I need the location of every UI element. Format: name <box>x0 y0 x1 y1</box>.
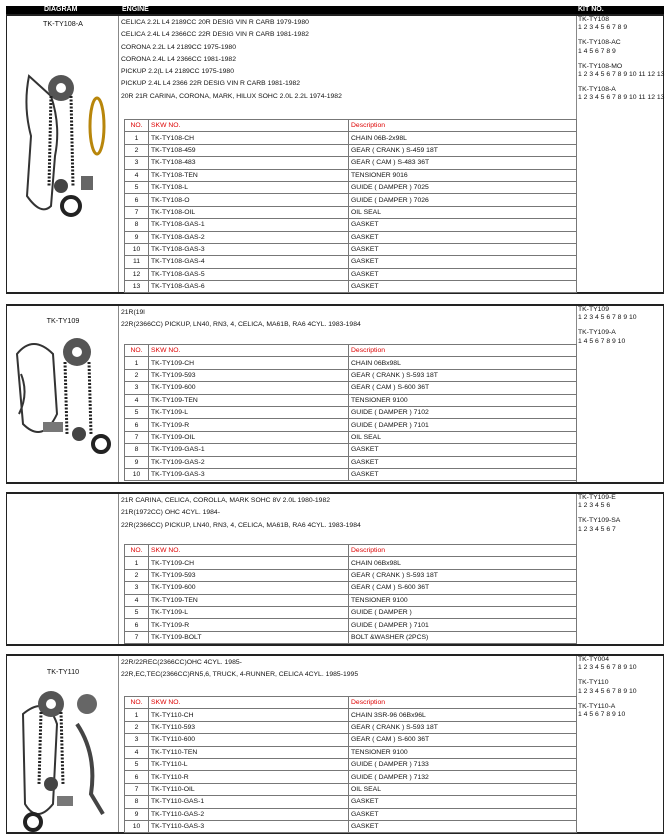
table-row <box>125 419 577 431</box>
engine-line: 22R/22REC(2366CC)OHC 4CYL. 1985- <box>121 659 242 666</box>
cell-sku: TK-TY108-GAS-1 <box>149 219 349 231</box>
table-row <box>125 606 577 618</box>
engine-line: 22R(2366CC) PICKUP, LN40, RN3, 4, CELICA, MA61B, RA6 4CYL. 1983-1984 <box>121 321 361 329</box>
cell-no: 1 <box>125 709 149 721</box>
cell-no: 3 <box>125 582 149 594</box>
table-row <box>125 758 577 770</box>
cell-sku: TK-TY110-TEN <box>149 746 349 758</box>
table-row <box>125 256 577 268</box>
cell-no: 8 <box>125 796 149 808</box>
cell-desc: GEAR ( CRANK ) S-593 18T <box>349 569 577 581</box>
table-row <box>125 406 577 418</box>
table-row <box>125 771 577 783</box>
parts-table <box>124 696 577 833</box>
cell-sku: TK-TY110-L <box>149 758 349 770</box>
kit-entry <box>578 63 665 79</box>
kit-number: TK-TY108-A <box>578 86 616 94</box>
cell-sku: TK-TY109-R <box>149 619 349 631</box>
cell-sku: TK-TY109-TEN <box>149 394 349 406</box>
cell-sku: TK-TY110-CH <box>149 709 349 721</box>
header-desc: Description <box>349 697 577 709</box>
kit-entry <box>578 656 665 672</box>
table-row <box>125 231 577 243</box>
cell-sku: TK-TY109-600 <box>149 582 349 594</box>
cell-desc: GUIDE ( DAMPER ) 7133 <box>349 758 577 770</box>
cell-desc: CHAIN 06Bx98L <box>349 357 577 369</box>
header-no: NO. <box>125 697 149 709</box>
table-header-row <box>125 120 577 132</box>
cell-desc: GASKET <box>349 468 577 480</box>
engine-line: 21R CARINA, CELICA, COROLLA, MARK SOHC 8V 2.0L 1980-1982 <box>121 497 331 504</box>
diagram-cell <box>7 494 119 644</box>
kit-number: TK-TY110-A <box>578 702 616 710</box>
cell-no: 4 <box>125 169 149 181</box>
cell-desc: OIL SEAL <box>349 783 577 795</box>
timing-kit-diagram-icon <box>21 66 113 226</box>
kit-entry <box>578 39 665 55</box>
cell-no: 7 <box>125 631 149 643</box>
header-engine: ENGINE <box>122 6 149 13</box>
kit-block-ty108 <box>6 14 664 294</box>
engine-line: 22R,EC,TEC(2366CC)RN5,6, TRUCK, 4-RUNNER, CELICA 4CYL. 1985-1995 <box>121 671 359 679</box>
kit-entry <box>578 306 665 322</box>
cell-desc: GEAR ( CAM ) S-600 36T <box>349 582 577 594</box>
diagram-id: TK-TY109 <box>46 316 80 325</box>
diagram-id: TK-TY110 <box>46 667 80 676</box>
cell-sku: TK-TY110-GAS-1 <box>149 796 349 808</box>
engine-line: CORONA 2.2L L4 2189CC 1975-1980 <box>121 43 236 51</box>
cell-desc: GASKET <box>349 820 577 832</box>
cell-no: 2 <box>125 721 149 733</box>
cell-no: 1 <box>125 557 149 569</box>
engine-line: 22R(2366CC) PICKUP, LN40, RN3, 4, CELICA, MA61B, RA6 4CYL. 1983-1984 <box>121 521 361 529</box>
cell-sku: TK-TY110-GAS-2 <box>149 808 349 820</box>
kit-number: TK-TY108-MO <box>578 62 623 70</box>
table-row <box>125 746 577 758</box>
cell-desc: CHAIN 06Bx98L <box>349 557 577 569</box>
table-row <box>125 157 577 169</box>
kit-number: TK-TY004 <box>578 656 609 663</box>
cell-desc: GASKET <box>349 796 577 808</box>
engine-line: CELICA 2.4L L4 2366CC 22R DESIG VIN R CARB 1981-1982 <box>121 31 309 39</box>
cell-no: 8 <box>125 219 149 231</box>
cell-sku: TK-TY109-GAS-2 <box>149 456 349 468</box>
cell-desc: TENSIONER 9016 <box>349 169 577 181</box>
table-row <box>125 382 577 394</box>
table-row <box>125 206 577 218</box>
cell-sku: TK-TY108-GAS-2 <box>149 231 349 243</box>
cell-sku: TK-TY109-OIL <box>149 431 349 443</box>
kit-number: TK-TY108 <box>578 16 609 23</box>
kit-items: 1 4 5 6 7 8 9 <box>578 47 616 55</box>
table-row <box>125 169 577 181</box>
table-row <box>125 709 577 721</box>
table-row <box>125 268 577 280</box>
cell-no: 6 <box>125 619 149 631</box>
kit-number: TK-TY108-AC <box>578 39 621 47</box>
header-no: NO. <box>125 545 149 557</box>
cell-no: 6 <box>125 194 149 206</box>
table-row <box>125 431 577 443</box>
header-sku: SKW NO. <box>149 120 349 132</box>
cell-desc: GUIDE ( DAMPER ) 7102 <box>349 406 577 418</box>
header-sku: SKW NO. <box>149 345 349 357</box>
cell-no: 12 <box>125 268 149 280</box>
cell-no: 10 <box>125 243 149 255</box>
kit-number: TK-TY109-SA <box>578 517 621 525</box>
kit-entry <box>578 703 665 719</box>
kit-items: 1 2 3 4 5 6 7 <box>578 525 616 533</box>
kit-entry <box>578 86 665 102</box>
cell-sku: TK-TY110-600 <box>149 734 349 746</box>
cell-desc: GASKET <box>349 456 577 468</box>
header-diagram: DIAGRAM <box>44 6 78 13</box>
kit-entry <box>578 16 665 32</box>
table-row <box>125 569 577 581</box>
timing-kit-diagram-icon <box>17 684 115 834</box>
table-row <box>125 243 577 255</box>
kit-number: TK-TY109-E <box>578 494 616 501</box>
diagram-cell <box>7 656 119 832</box>
cell-no: 13 <box>125 281 149 293</box>
engine-line: CELICA 2.2L L4 2189CC 20R DESIG VIN R CARB 1979-1980 <box>121 19 309 26</box>
cell-desc: GUIDE ( DAMPER ) 7132 <box>349 771 577 783</box>
kit-entry <box>578 494 665 510</box>
cell-desc: OIL SEAL <box>349 206 577 218</box>
cell-sku: TK-TY108-483 <box>149 157 349 169</box>
table-row <box>125 582 577 594</box>
cell-sku: TK-TY109-L <box>149 606 349 618</box>
kit-items: 1 2 3 4 5 6 7 8 9 10 <box>578 664 637 672</box>
cell-no: 7 <box>125 431 149 443</box>
cell-desc: GUIDE ( DAMPER ) 7025 <box>349 181 577 193</box>
cell-sku: TK-TY109-GAS-1 <box>149 444 349 456</box>
table-row <box>125 369 577 381</box>
cell-sku: TK-TY108-TEN <box>149 169 349 181</box>
parts-table <box>124 344 577 481</box>
cell-desc: GASKET <box>349 219 577 231</box>
table-row <box>125 594 577 606</box>
header-sku: SKW NO. <box>149 545 349 557</box>
kit-cell <box>577 306 665 482</box>
table-row <box>125 619 577 631</box>
table-row <box>125 394 577 406</box>
cell-desc: GEAR ( CAM ) S-483 36T <box>349 157 577 169</box>
cell-sku: TK-TY108-GAS-3 <box>149 243 349 255</box>
cell-sku: TK-TY110-OIL <box>149 783 349 795</box>
cell-sku: TK-TY109-L <box>149 406 349 418</box>
engine-line: 21R(1972CC) OHC 4CYL. 1984- <box>121 509 220 517</box>
cell-desc: GEAR ( CRANK ) S-459 18T <box>349 144 577 156</box>
cell-sku: TK-TY108-CH <box>149 132 349 144</box>
cell-no: 5 <box>125 181 149 193</box>
cell-sku: TK-TY109-593 <box>149 569 349 581</box>
cell-no: 9 <box>125 456 149 468</box>
table-row <box>125 557 577 569</box>
kit-number: TK-TY109-A <box>578 329 616 337</box>
cell-desc: GEAR ( CRANK ) S-593 18T <box>349 721 577 733</box>
cell-sku: TK-TY108-459 <box>149 144 349 156</box>
table-row <box>125 468 577 480</box>
engine-line: CORONA 2.4L L4 2366CC 1981-1982 <box>121 55 236 63</box>
table-row <box>125 631 577 643</box>
cell-desc: GUIDE ( DAMPER ) 7101 <box>349 619 577 631</box>
kit-items: 1 2 3 4 5 6 7 8 9 10 <box>578 314 637 322</box>
cell-sku: TK-TY108-GAS-5 <box>149 268 349 280</box>
cell-sku: TK-TY109-GAS-3 <box>149 468 349 480</box>
kit-items: 1 2 3 4 5 6 7 8 9 10 11 12 13 <box>578 94 665 102</box>
header-desc: Description <box>349 345 577 357</box>
table-row <box>125 721 577 733</box>
engine-line: PICKUP 2.2(L L4 2189CC 1975-1980 <box>121 68 234 76</box>
cell-sku: TK-TY108-OIL <box>149 206 349 218</box>
header-desc: Description <box>349 120 577 132</box>
table-row <box>125 281 577 293</box>
cell-no: 11 <box>125 256 149 268</box>
table-row <box>125 783 577 795</box>
diagram-cell <box>7 306 119 482</box>
header-no: NO. <box>125 345 149 357</box>
cell-no: 9 <box>125 231 149 243</box>
table-row <box>125 456 577 468</box>
cell-no: 5 <box>125 606 149 618</box>
cell-desc: TENSIONER 9100 <box>349 394 577 406</box>
kit-items: 1 4 5 6 7 8 9 10 <box>578 337 626 345</box>
parts-table <box>124 544 577 644</box>
cell-sku: TK-TY109-CH <box>149 357 349 369</box>
kit-cell <box>577 494 665 644</box>
cell-desc: GASKET <box>349 243 577 255</box>
cell-no: 2 <box>125 369 149 381</box>
cell-desc: GASKET <box>349 444 577 456</box>
header-sku: SKW NO. <box>149 697 349 709</box>
cell-sku: TK-TY109-CH <box>149 557 349 569</box>
cell-no: 1 <box>125 357 149 369</box>
timing-kit-diagram-icon <box>13 334 117 482</box>
column-header-bar <box>6 6 664 14</box>
kit-items: 1 2 3 4 5 6 7 8 9 <box>578 24 628 32</box>
cell-no: 5 <box>125 758 149 770</box>
table-row <box>125 181 577 193</box>
cell-desc: TENSIONER 9100 <box>349 746 577 758</box>
cell-desc: GEAR ( CAM ) S-600 36T <box>349 734 577 746</box>
cell-sku: TK-TY109-BOLT <box>149 631 349 643</box>
cell-sku: TK-TY109-600 <box>149 382 349 394</box>
cell-desc: OIL SEAL <box>349 431 577 443</box>
diagram-id: TK-TY108-A <box>43 19 83 28</box>
cell-desc: GASKET <box>349 231 577 243</box>
cell-desc: GUIDE ( DAMPER ) 7101 <box>349 419 577 431</box>
cell-sku: TK-TY109-TEN <box>149 594 349 606</box>
cell-sku: TK-TY110-GAS-3 <box>149 820 349 832</box>
cell-desc: GUIDE ( DAMPER ) 7026 <box>349 194 577 206</box>
cell-desc: GUIDE ( DAMPER ) <box>349 606 577 618</box>
cell-no: 9 <box>125 808 149 820</box>
table-row <box>125 820 577 832</box>
table-row <box>125 144 577 156</box>
cell-no: 6 <box>125 771 149 783</box>
cell-no: 3 <box>125 734 149 746</box>
table-row <box>125 444 577 456</box>
parts-table <box>124 119 577 293</box>
cell-no: 2 <box>125 569 149 581</box>
kit-entry <box>578 679 665 695</box>
table-row <box>125 734 577 746</box>
cell-no: 6 <box>125 419 149 431</box>
kit-number: TK-TY110 <box>578 679 609 687</box>
cell-sku: TK-TY110-R <box>149 771 349 783</box>
cell-no: 1 <box>125 132 149 144</box>
cell-sku: TK-TY108-L <box>149 181 349 193</box>
kit-entry <box>578 517 665 533</box>
kit-cell <box>577 656 665 832</box>
cell-sku: TK-TY109-593 <box>149 369 349 381</box>
cell-sku: TK-TY108-GAS-4 <box>149 256 349 268</box>
kit-items: 1 2 3 4 5 6 7 8 9 10 11 12 13 <box>578 71 665 79</box>
table-row <box>125 808 577 820</box>
cell-no: 4 <box>125 594 149 606</box>
cell-desc: TENSIONER 9100 <box>349 594 577 606</box>
cell-desc: GASKET <box>349 808 577 820</box>
kit-number: TK-TY109 <box>578 306 609 313</box>
cell-sku: TK-TY108-GAS-6 <box>149 281 349 293</box>
cell-desc: CHAIN 3SR-96 06Bx96L <box>349 709 577 721</box>
kit-items: 1 2 3 4 5 6 7 8 9 10 <box>578 687 637 695</box>
cell-desc: CHAIN 06B-2x98L <box>349 132 577 144</box>
header-no: NO. <box>125 120 149 132</box>
kit-block-ty109-e <box>6 492 664 646</box>
table-row <box>125 132 577 144</box>
table-header-row <box>125 345 577 357</box>
cell-no: 3 <box>125 157 149 169</box>
cell-desc: GEAR ( CAM ) S-600 36T <box>349 382 577 394</box>
kit-block-ty109 <box>6 304 664 484</box>
table-row <box>125 796 577 808</box>
table-row <box>125 219 577 231</box>
kit-items: 1 4 5 6 7 8 9 10 <box>578 711 626 719</box>
cell-desc: BOLT &WASHER (2PCS) <box>349 631 577 643</box>
cell-desc: GASKET <box>349 268 577 280</box>
cell-no: 4 <box>125 394 149 406</box>
cell-desc: GEAR ( CRANK ) S-593 18T <box>349 369 577 381</box>
table-row <box>125 194 577 206</box>
header-desc: Description <box>349 545 577 557</box>
cell-no: 10 <box>125 468 149 480</box>
cell-sku: TK-TY110-593 <box>149 721 349 733</box>
diagram-cell <box>7 16 119 292</box>
cell-no: 2 <box>125 144 149 156</box>
engine-line: PICKUP 2.4L L4 2366 22R DESIG VIN R CARB 1981-1982 <box>121 80 301 88</box>
cell-sku: TK-TY108-O <box>149 194 349 206</box>
table-header-row <box>125 697 577 709</box>
cell-desc: GASKET <box>349 256 577 268</box>
engine-line: 21R(19l <box>121 309 145 316</box>
kit-items: 1 2 3 4 5 6 <box>578 502 611 510</box>
cell-no: 8 <box>125 444 149 456</box>
cell-desc: GASKET <box>349 281 577 293</box>
cell-no: 4 <box>125 746 149 758</box>
kit-block-ty110 <box>6 654 664 834</box>
header-kit: KIT NO. <box>578 6 604 13</box>
table-row <box>125 357 577 369</box>
cell-no: 10 <box>125 820 149 832</box>
table-header-row <box>125 545 577 557</box>
kit-entry <box>578 329 665 345</box>
cell-no: 3 <box>125 382 149 394</box>
cell-sku: TK-TY109-R <box>149 419 349 431</box>
kit-cell <box>577 16 665 292</box>
engine-line: 20R 21R CARINA, CORONA, MARK, HILUX SOHC 2.0L 2.2L 1974-1982 <box>121 92 342 100</box>
cell-no: 5 <box>125 406 149 418</box>
cell-no: 7 <box>125 783 149 795</box>
cell-no: 7 <box>125 206 149 218</box>
